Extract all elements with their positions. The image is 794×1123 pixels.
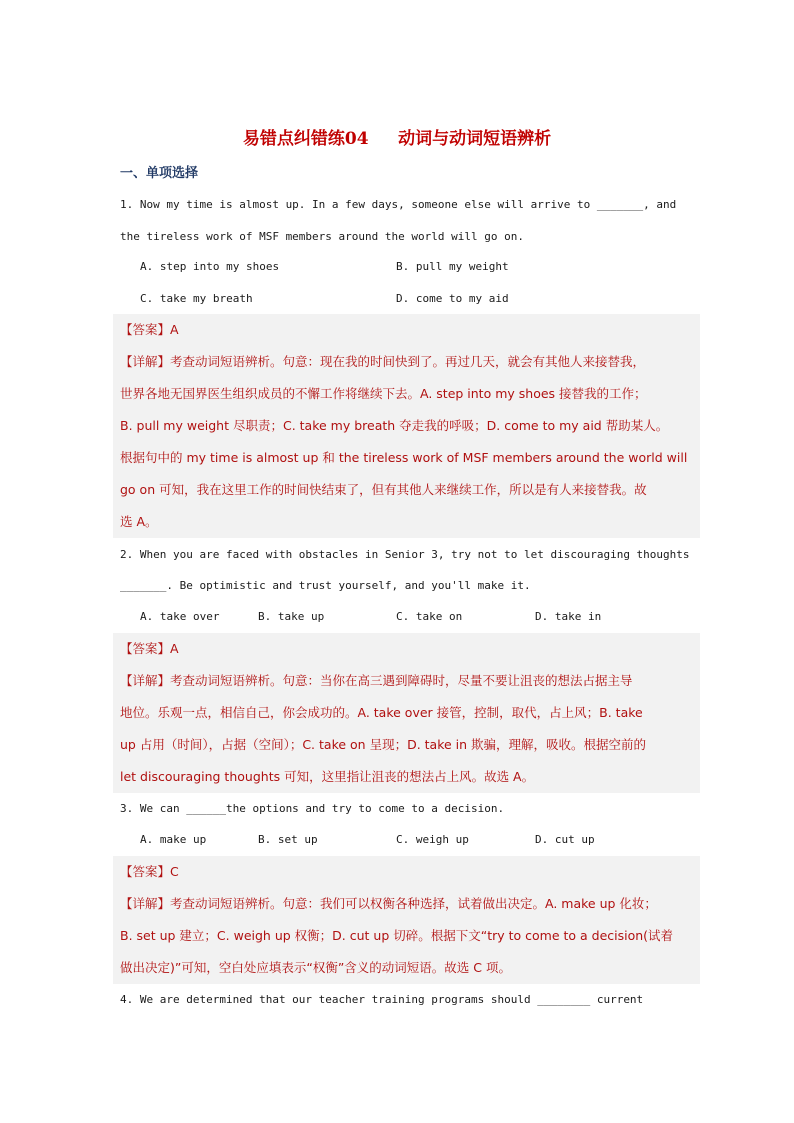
q1-option-d: D. come to my aid [396, 292, 509, 305]
q1-option-c: C. take my breath [140, 292, 253, 305]
q2-option-b: B. take up [258, 610, 325, 623]
q1-option-a: A. step into my shoes [140, 260, 280, 273]
q1-answer: 【答案】A [120, 322, 179, 337]
q2-stem-line-2: _______. Be optimistic and trust yourself, and you'll make it. [120, 579, 531, 592]
q3-answer: 【答案】C [120, 864, 179, 879]
q1-detail-line-3: B. pull my weight 尽职责；C. take my breath 夺走我的呼吸；D. come to my aid 帮助某人。 [120, 418, 669, 433]
q2-detail-line-3: up 占用（时间），占据（空间）；C. take on 呈现；D. take in 欺骗，理解，吸收。根据空前的 [120, 737, 647, 752]
q2-option-c: C. take on [396, 610, 463, 623]
q1-detail-line-1: 【详解】考查动词短语辨析。句意：现在我的时间快到了。再过几天，就会有其他人来接替我， [120, 354, 646, 369]
q3-stem-line-1: 3. We can ______the options and try to come to a decision. [120, 802, 505, 815]
q3-option-c: C. weigh up [396, 833, 469, 846]
q2-answer: 【答案】A [120, 641, 179, 656]
q3-detail-line-2: B. set up 建立；C. weigh up 权衡；D. cut up 切碎。根据下文“try to come to a decision(试着 [120, 928, 674, 943]
q1-detail-line-2: 世界各地无国界医生组织成员的不懈工作将继续下去。A. step into my shoes 接替我的工作； [120, 386, 647, 401]
q2-stem-line-1: 2. When you are faced with obstacles in Senior 3, try not to let discouraging thoughts [120, 548, 690, 561]
q3-option-a: A. make up [140, 833, 207, 846]
q1-detail-line-6: 选 A。 [120, 514, 158, 529]
page-title: 易错点纠错练04 动词与动词短语辨析 [242, 129, 552, 149]
q1-stem-line-2: the tireless work of MSF members around the world will go on. [120, 230, 524, 243]
q1-detail-line-5: go on 可知，我在这里工作的时间快结束了，但有其他人来继续工作，所以是有人来接替我。故 [120, 482, 647, 497]
section-heading: 一、单项选择 [120, 166, 199, 181]
q1-stem-line-1: 1. Now my time is almost up. In a few days, someone else will arrive to _______, and [120, 198, 677, 211]
q2-detail-line-4: let discouraging thoughts 可知，这里指让沮丧的想法占上风。故选 A。 [120, 769, 535, 784]
q2-option-a: A. take over [140, 610, 220, 623]
q3-detail-line-1: 【详解】考查动词短语辨析。句意：我们可以权衡各种选择，试着做出决定。A. make up 化妆； [120, 896, 657, 911]
q3-detail-line-3: 做出决定)”可知，空白处应填表示“权衡”含义的动词短语。故选 C 项。 [120, 960, 511, 975]
q3-option-b: B. set up [258, 833, 318, 846]
q1-option-b: B. pull my weight [396, 260, 509, 273]
q3-option-d: D. cut up [535, 833, 595, 846]
q1-detail-line-4: 根据句中的 my time is almost up 和 the tireless work of MSF members around the world will [120, 450, 688, 465]
q2-option-d: D. take in [535, 610, 602, 623]
q2-detail-line-2: 地位。乐观一点，相信自己，你会成功的。A. take over 接管，控制，取代，占上风；B. take [120, 705, 643, 720]
q4-stem-line-1: 4. We are determined that our teacher training programs should ________ current [120, 993, 644, 1006]
q2-detail-line-1: 【详解】考查动词短语辨析。句意：当你在高三遇到障碍时，尽量不要让沮丧的想法占据主导 [120, 673, 633, 688]
